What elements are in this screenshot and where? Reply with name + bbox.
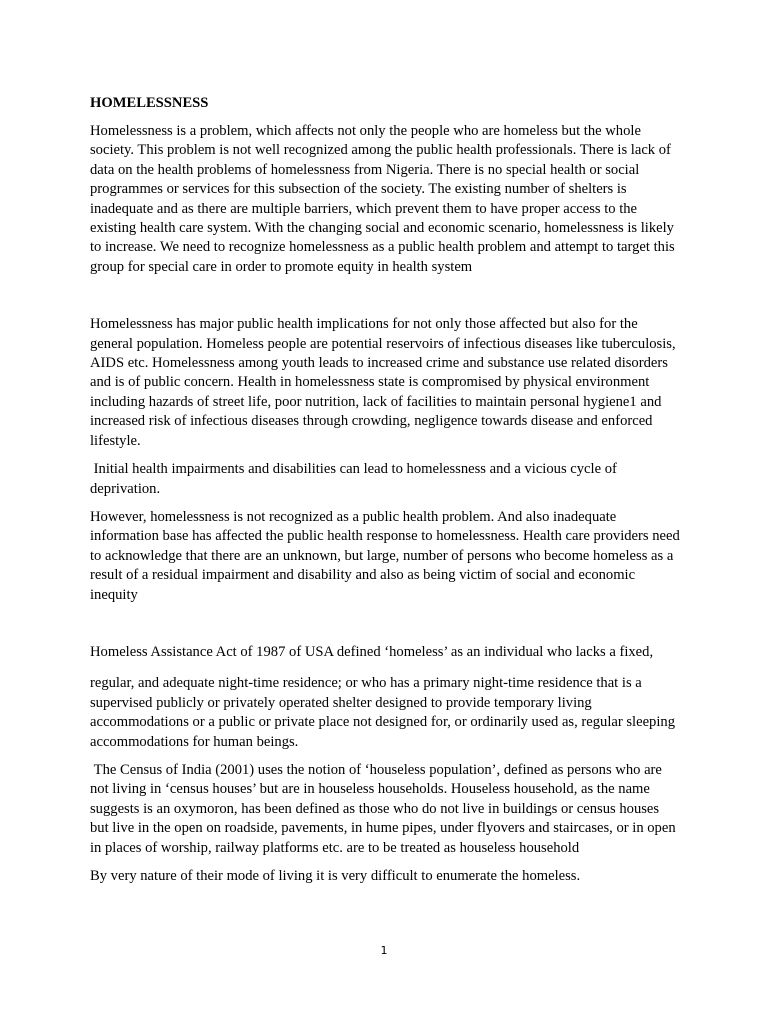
paragraph-census-india: The Census of India (2001) uses the notion of ‘houseless population’, defined as persons who are not living in ‘census houses’ but are in houseless households. Houseless household, as the name suggests is an oxymoron, has been defined as those who do not live in buildings or census houses but live in the open on roadside, pavements, in hume pipes, under flyovers and staircases, or in open in places of worship, railway platforms etc. are to be treated as houseless household (90, 761, 680, 856)
page-number: 1 (380, 944, 388, 957)
paragraph-public-health: Homelessness has major public health implications for not only those affected but also for the general population. Homeless people are potential reservoirs of infectious diseases like tuberculosis, AIDS etc. Homelessness among youth leads to increased crime and substance use related disorders and is of public concern. Health in homelessness state is compromised by physical environment including hazards of street life, poor nutrition, lack of facilities to maintain personal hygiene1 and increased risk of infectious diseases through crowding, negligence towards disease and enforced lifestyle. (90, 316, 679, 449)
paragraph-vicious-cycle: Initial health impairments and disabilities can lead to homelessness and a vicious cycle of deprivation. (90, 461, 621, 497)
paragraph-usa-definition-cont: regular, and adequate night-time residence; or who has a primary night-time residence that is a supervised publicly or privately operated shelter designed to provide temporary living accommodations or a public or private place not designed for, or ordinarily used as, regular sleeping accommodations for human beings. (90, 675, 679, 750)
paragraph-usa-definition: Homeless Assistance Act of 1987 of USA defined ‘homeless’ as an individual who lacks a fixed, (90, 643, 654, 660)
paragraph-enumeration: By very nature of their mode of living it is very difficult to enumerate the homeless. (90, 868, 581, 884)
document-title: HOMELESSNESS (90, 95, 209, 111)
paragraph-not-recognized: However, homelessness is not recognized as a public health problem. And also inadequate information base has affected the public health response to homelessness. Health care providers need to acknowledge that there are an unknown, but large, number of persons who become homeless as a result of a residual impairment and disability and also as being victim of social and economic inequity (90, 508, 684, 603)
paragraph-intro: Homelessness is a problem, which affects not only the people who are homeless but the whole society. This problem is not well recognized among the public health professionals. There is lack of data on the health problems of homelessness from Nigeria. There is no special health or social programmes or services for this subsection of the society. The existing number of shelters is inadequate and as there are multiple barriers, which prevent them to have proper access to the existing health care system. With the changing social and economic scenario, homelessness is likely to increase. We need to recognize homelessness as a public health problem and attempt to target this group for special care in order to promote equity in health system (90, 123, 679, 275)
